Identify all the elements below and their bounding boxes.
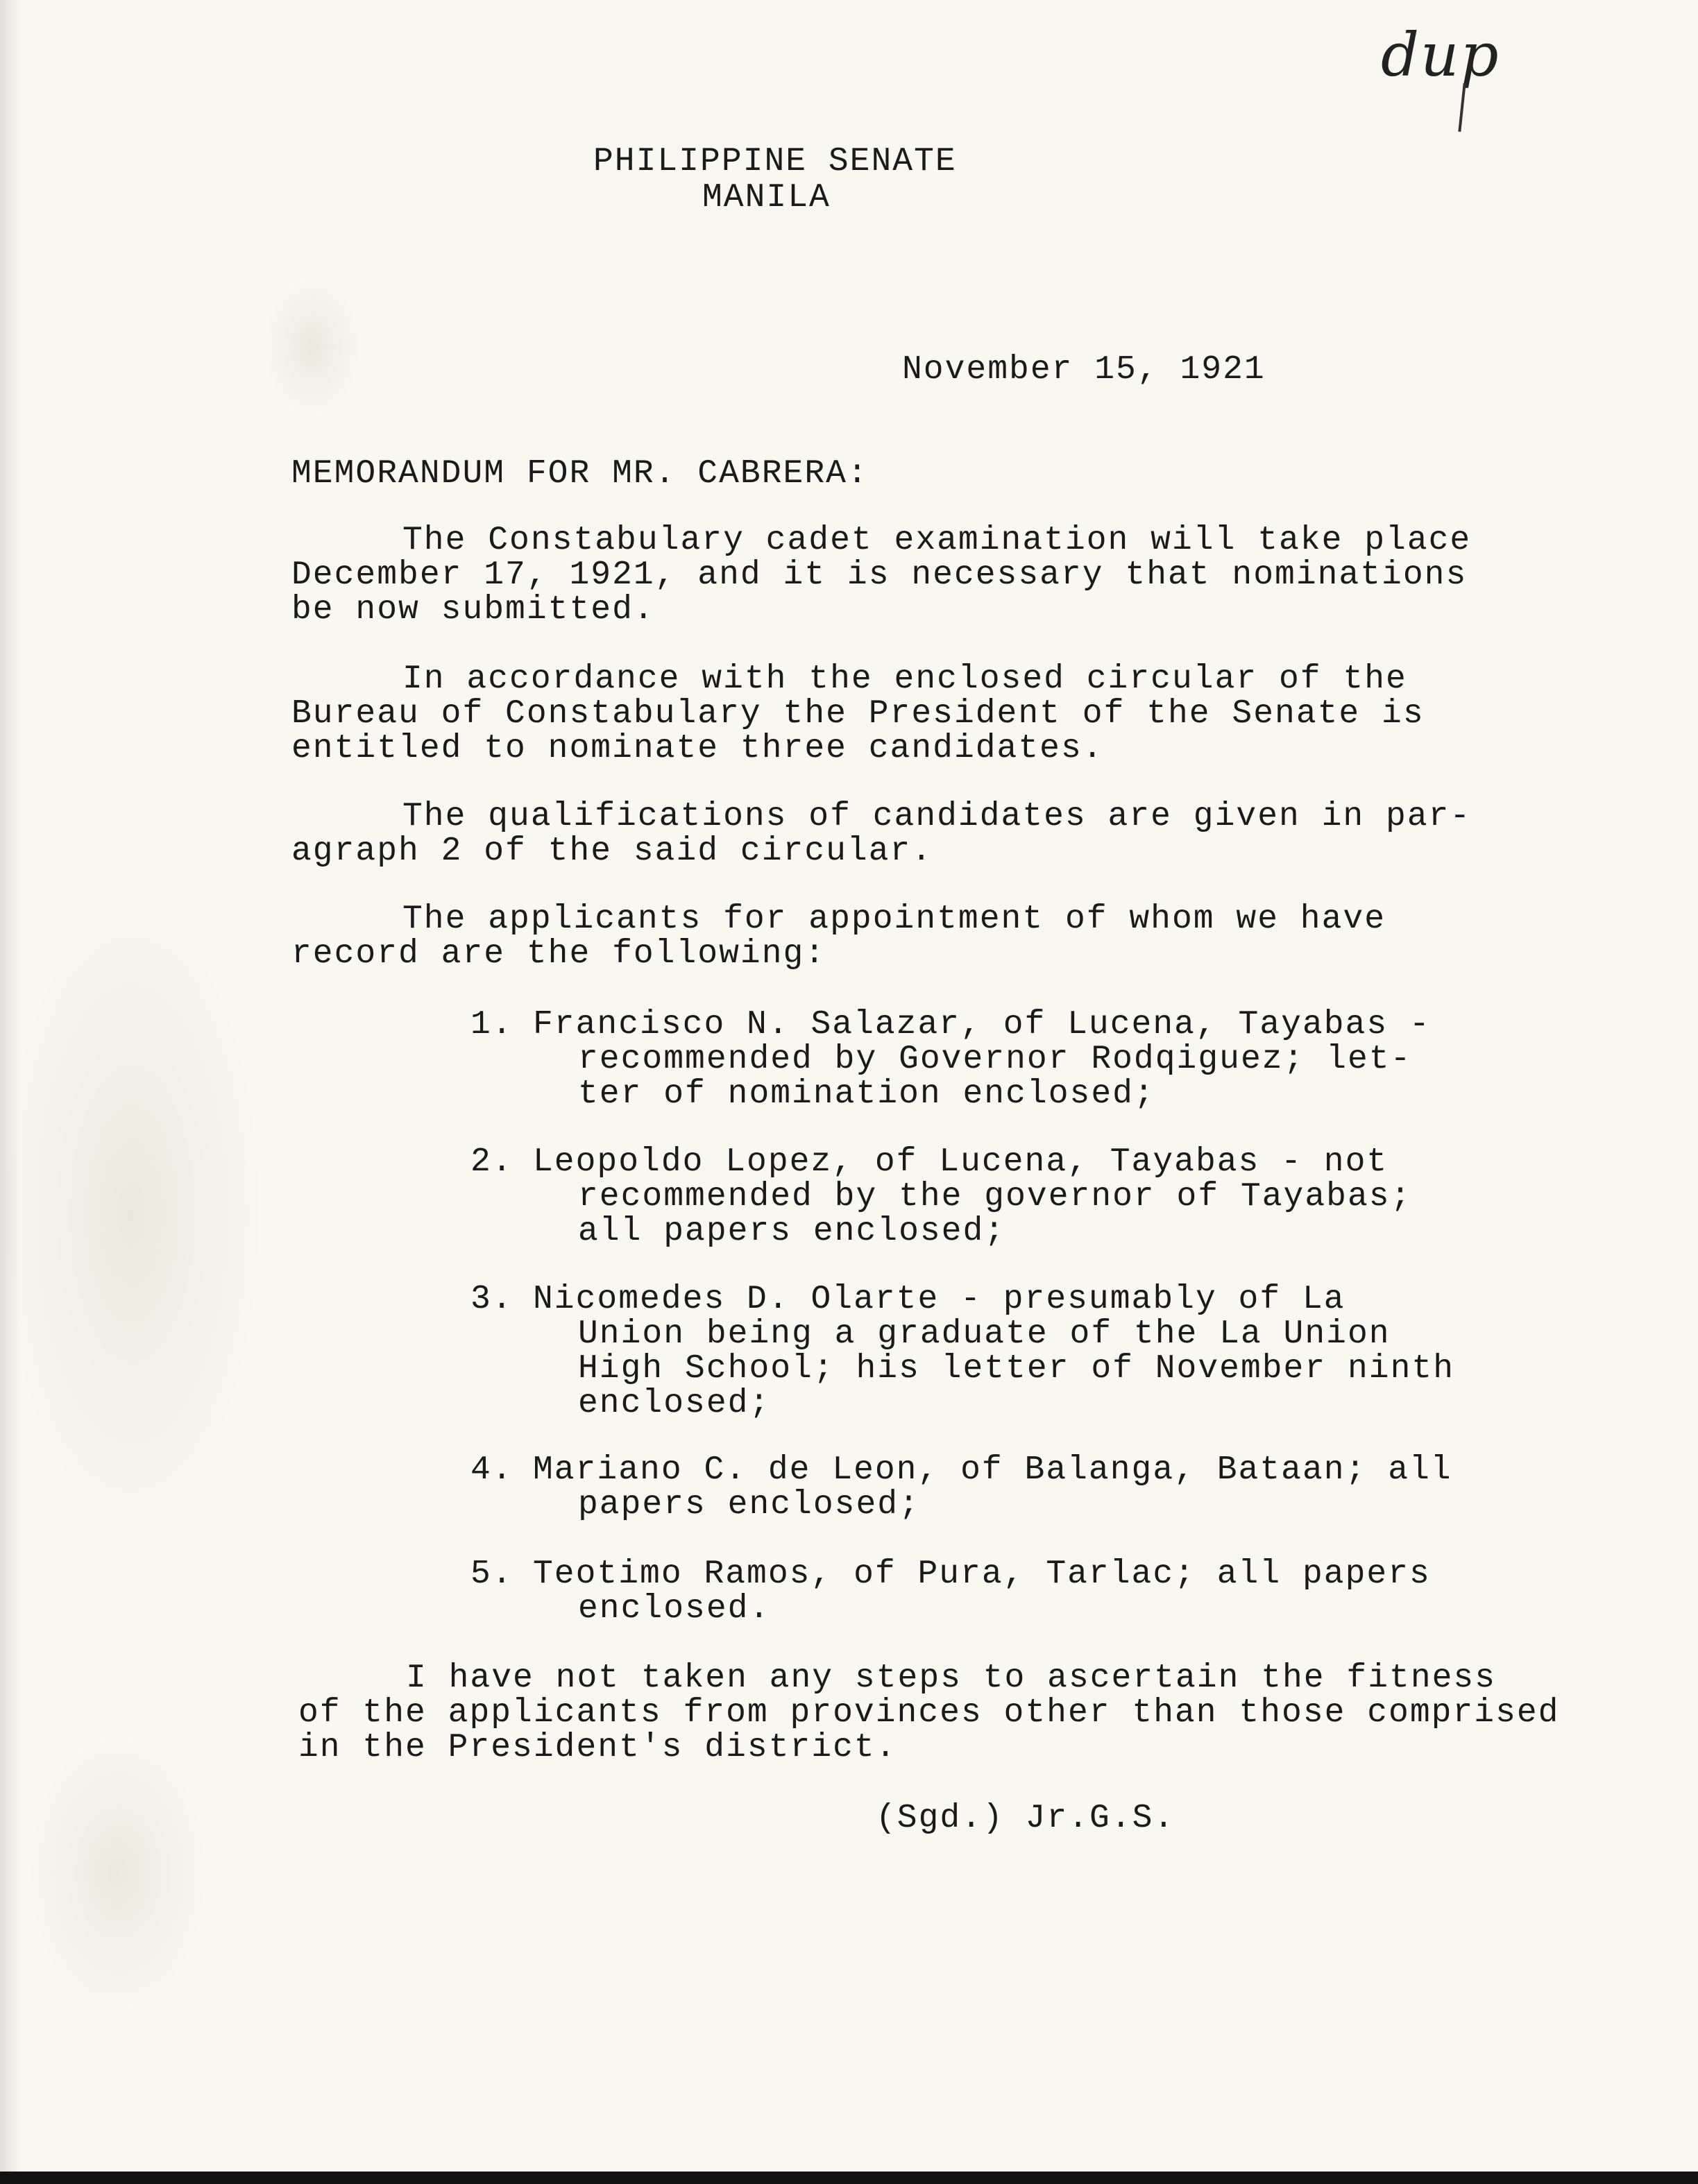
handwritten-annotation: dup [1381, 21, 1500, 90]
paragraph-3 [291, 799, 1471, 869]
applicant-line: Leopoldo Lopez, of Lucena, Tayabas - not [533, 1143, 1389, 1181]
applicant-line: Union being a graduate of the La Union [578, 1315, 1391, 1353]
applicant-line: ter of nomination enclosed; [578, 1075, 1155, 1113]
handwritten-stroke [1458, 83, 1466, 132]
scan-footer-strip [0, 2172, 1698, 2184]
paragraph-line: in the President's district. [298, 1729, 897, 1766]
applicant-line: recommended by Governor Rodqiguez; let- [578, 1041, 1412, 1078]
paper-stain [264, 278, 361, 416]
applicant-line: recommended by the governor of Tayabas; [578, 1178, 1412, 1215]
applicant-line: all papers enclosed; [578, 1213, 1006, 1250]
letterhead-line-2: MANILA [702, 179, 831, 216]
applicant-line: High School; his letter of November ninth [578, 1350, 1454, 1388]
letterhead-line-1: PHILIPPINE SENATE [593, 143, 957, 180]
memo-date: November 15, 1921 [902, 351, 1266, 389]
paper-stain [0, 902, 264, 1526]
applicant-line: Teotimo Ramos, of Pura, Tarlac; all papers [533, 1555, 1431, 1593]
paragraph-line: The qualifications of candidates are given in par- [402, 798, 1472, 835]
paragraph-line: of the applicants from provinces other than those comprised [298, 1694, 1560, 1732]
applicant-line: Francisco N. Salazar, of Lucena, Tayabas - [533, 1006, 1431, 1043]
paragraph-line: In accordance with the enclosed circular of the [402, 660, 1407, 698]
applicant-number: 3. [470, 1281, 513, 1318]
paragraph-line: agraph 2 of the said circular. [291, 833, 933, 870]
applicant-line: papers enclosed; [578, 1486, 920, 1524]
paragraph-line: December 17, 1921, and it is necessary that nominations [291, 556, 1468, 594]
paragraph-line: be now submitted. [291, 591, 655, 629]
paragraph-1 [291, 523, 1471, 627]
closing-paragraph [298, 1661, 1559, 1765]
applicant-item-2 [470, 1145, 1411, 1249]
paper-stain [28, 1734, 208, 2012]
paragraph-line: I have not taken any steps to ascertain the fitness [406, 1660, 1497, 1697]
applicant-line: enclosed. [578, 1590, 771, 1628]
paragraph-line: The applicants for appointment of whom we have [402, 901, 1386, 938]
paragraph-line: entitled to nominate three candidates. [291, 730, 1104, 767]
memo-salutation: MEMORANDUM FOR MR. CABRERA: [291, 455, 869, 493]
signature-line: (Sgd.) Jr.G.S. [876, 1800, 1175, 1837]
applicant-number: 2. [470, 1143, 513, 1181]
applicant-item-4 [470, 1453, 1452, 1522]
applicant-line: enclosed; [578, 1385, 771, 1422]
paragraph-2 [291, 662, 1425, 766]
paragraph-4 [291, 902, 1386, 971]
applicant-number: 1. [470, 1006, 513, 1043]
applicant-item-3 [470, 1282, 1454, 1421]
applicant-item-5 [470, 1557, 1431, 1626]
applicant-line: Mariano C. de Leon, of Balanga, Bataan; all [533, 1451, 1452, 1489]
applicant-number: 4. [470, 1451, 513, 1489]
paragraph-line: Bureau of Constabulary the President of the Senate is [291, 695, 1425, 733]
applicant-item-1 [470, 1007, 1431, 1111]
applicant-number: 5. [470, 1555, 513, 1593]
paragraph-line: The Constabulary cadet examination will take place [402, 522, 1472, 559]
paragraph-line: record are the following: [291, 935, 826, 973]
applicant-line: Nicomedes D. Olarte - presumably of La [533, 1281, 1345, 1318]
